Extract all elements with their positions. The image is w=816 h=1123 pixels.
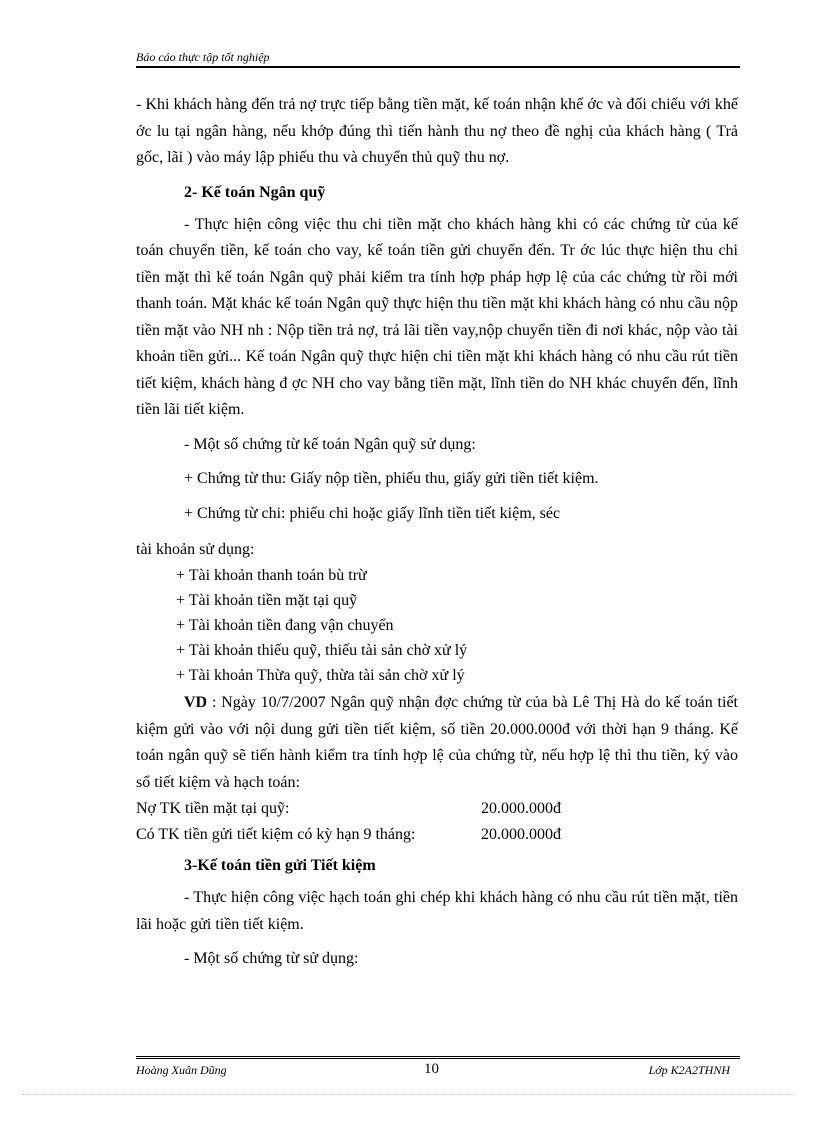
entry-label: Có TK tiền gửi tiết kiệm có kỳ hạn 9 tháng:: [136, 825, 416, 843]
section-heading-3: 3-Kế toán tiền gửi Tiết kiệm: [184, 857, 376, 874]
paragraph-2b: - Một số chứng từ kế toán Ngân quỹ sử dụng:: [184, 435, 476, 453]
example-paragraph: [136, 690, 738, 796]
example-text: : Ngày 10/7/2007 Ngân quỹ nhận đợc chứng từ của bà Lê Thị Hà do kế toán tiết kiệm gửi vào với nội dung gửi tiền tiết kiệm, số tiền 20.000.000đ với thời hạn 9 tháng. Kế toán ngân quỹ sẽ tiến hành kiểm tra tính hợp lệ của chứng từ, nếu hợp lệ thì thu tiền, ký vào sổ tiết kiệm và hạch toán:: [136, 694, 738, 791]
list-item: + Tài khoản Thừa quỹ, thừa tài sản chờ xử lý: [176, 667, 465, 684]
page-edge-divider: [22, 1094, 794, 1095]
document-body: [136, 92, 738, 981]
example-label: VD: [184, 694, 208, 711]
paragraph-2a: - Thực hiện công việc thu chi tiền mặt cho khách hàng khi có các chứng từ của kế toán chuyển tiền, kế toán cho vay, kế toán tiền gửi chuyển đến. Tr ớc lúc thực hiện thu chi tiền mặt thì kế toán Ngân quỹ phải kiểm tra tính hợp pháp hợp lệ của các chứng từ rồi mới thanh toán. Mặt khác kế toán Ngân quỹ thực hiện thu tiền mặt khi khách hàng có nhu cầu nộp tiền mặt vào NH nh : Nộp tiền trả nợ, trả lãi tiền vay,nộp chuyển tiền đi nơi khác, nộp vào tài khoản tiền gửi... Kế toán Ngân quỹ thực hiện chi tiền mặt khi khách hàng có nhu cầu rút tiền tiết kiệm, khách hàng đ ợc NH cho vay bằng tiền mặt, lĩnh tiền do NH khác chuyển đến, lĩnh tiền lãi tiết kiệm.: [136, 215, 738, 418]
entry-label: Nợ TK tiền mặt tại quỹ:: [136, 800, 290, 817]
entry-amount: 20.000.000đ: [481, 825, 561, 843]
section-heading-2: 2- Kế toán Ngân quỹ: [184, 183, 326, 201]
paragraph-3b: - Một số chứng từ sử dụng:: [184, 950, 359, 967]
paragraph-intro: - Khi khách hàng đến trả nợ trực tiếp bằng tiền mặt, kế toán nhận khế ớc và đối chiếu với khế ớc lu tại ngân hàng, nếu khớp đúng thì tiến hành thu nợ theo đề nghị của khách hàng ( Trả gốc, lãi ) vào máy lập phiếu thu và chuyển thủ quỹ thu nợ.: [136, 96, 738, 166]
accounts-label: tài khoản sử dụng:: [136, 541, 255, 558]
paragraph-3a: - Thực hiện công việc hạch toán ghi chép khi khách hàng có nhu cầu rút tiền mặt, tiền lãi hoặc gửi tiền tiết kiệm.: [136, 889, 738, 933]
paragraph-2c: + Chứng từ thu: Giấy nộp tiền, phiếu thu, giấy gửi tiền tiết kiệm.: [184, 470, 599, 487]
page-footer: [136, 1056, 740, 1083]
entry-amount: 20.000.000đ: [481, 800, 561, 817]
list-item: + Tài khoản thiếu quỹ, thiếu tài sản chờ xử lý: [176, 642, 468, 659]
list-item: + Tài khoản thanh toán bù trừ: [176, 567, 367, 584]
accounts-list: [136, 563, 738, 688]
page-header: [136, 50, 740, 68]
footer-class-label: Lớp K2A2THNH: [648, 1063, 730, 1077]
journal-entry-debit: [136, 796, 738, 822]
header-title: Báo cáo thực tập tốt nghiệp: [136, 50, 270, 64]
paragraph-2d: + Chứng từ chi: phiếu chi hoặc giấy lĩnh tiền tiết kiệm, séc: [184, 504, 561, 522]
list-item: + Tài khoản tiền mặt tại quỹ: [176, 592, 358, 609]
page-number: 10: [424, 1061, 439, 1077]
list-item: + Tài khoản tiền đang vận chuyển: [176, 617, 394, 634]
footer-author: Hoàng Xuân Dũng: [136, 1063, 227, 1077]
journal-entry-credit: [136, 822, 738, 848]
